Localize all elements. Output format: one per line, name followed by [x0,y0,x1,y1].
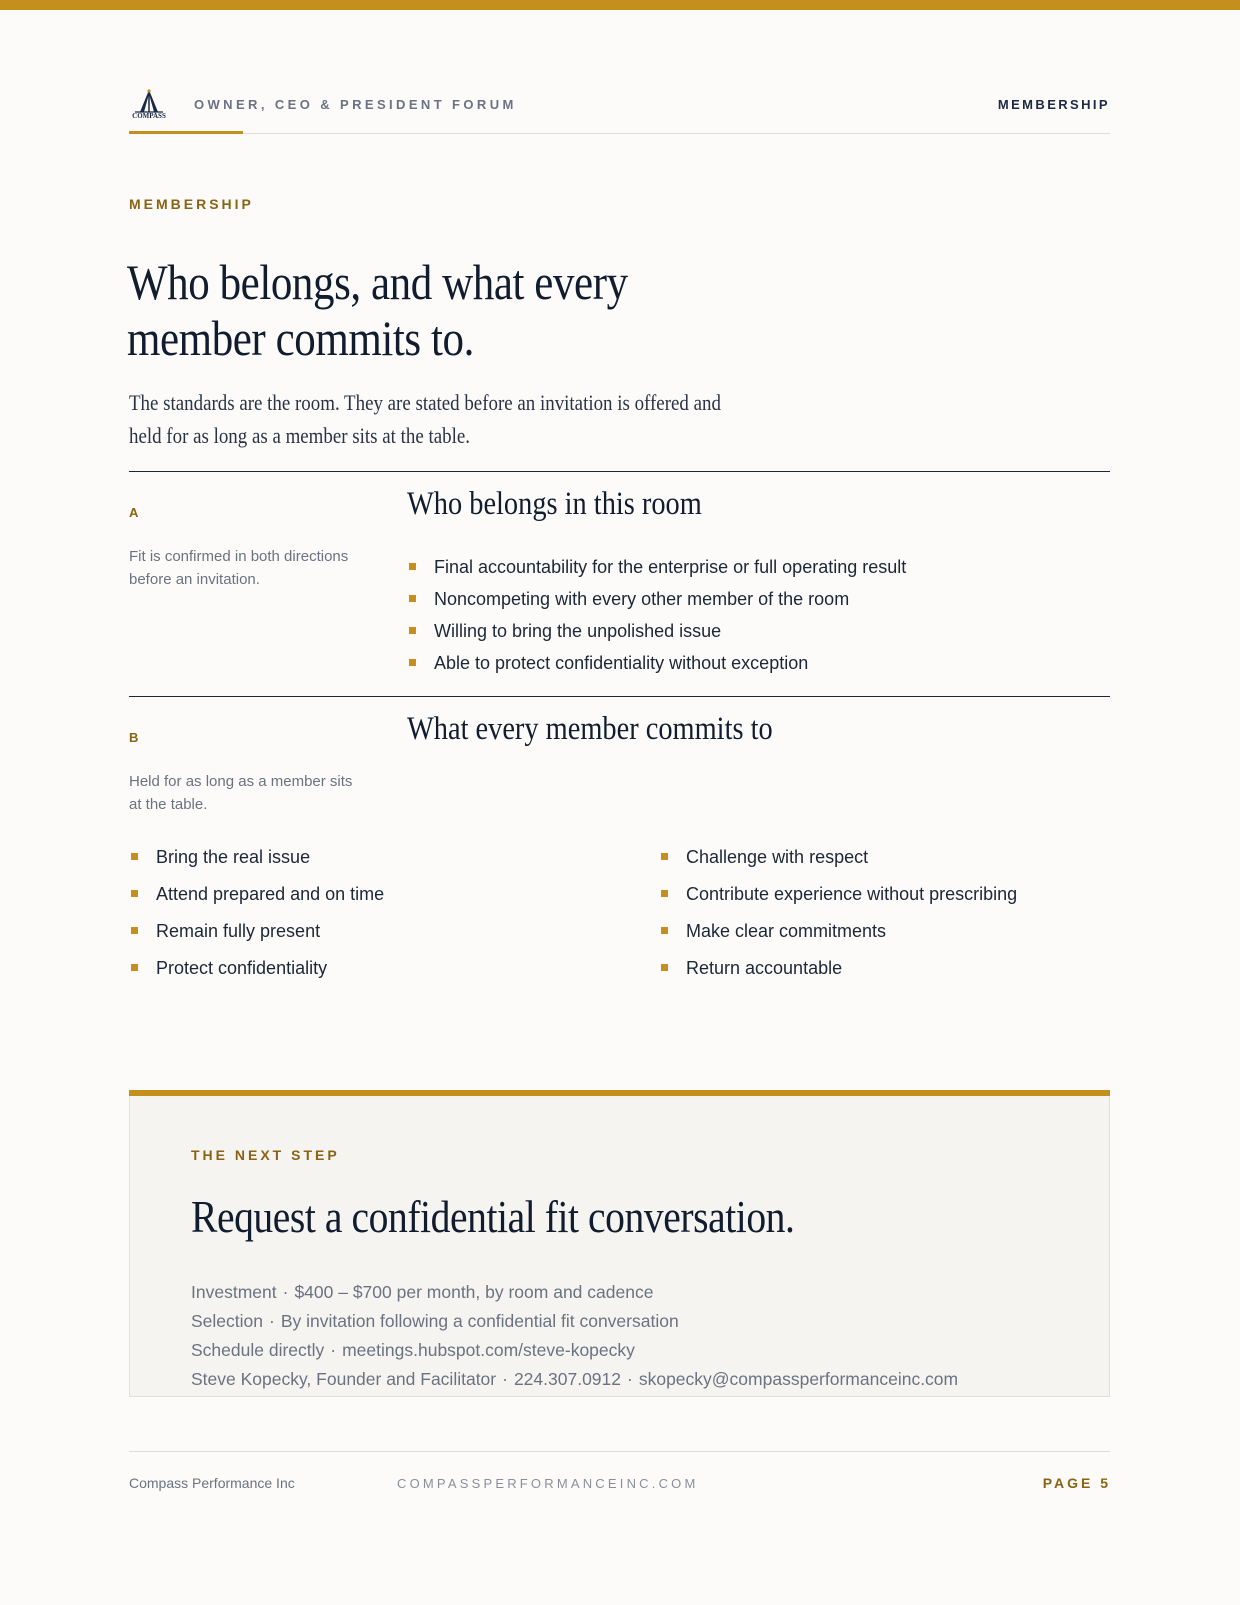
page-title [127,254,729,366]
lede-line-2: held for as long as a member sits at the table. [129,423,470,448]
phone-link[interactable]: 224.307.0912 [513,1369,622,1389]
list-item: Bring the real issue [129,845,384,882]
bullet-square-icon [661,927,668,934]
bullet-square-icon [661,853,668,860]
cta-accent-bar [129,1090,1110,1096]
section-b-letter: B [129,730,139,745]
page-header [129,88,1110,134]
footer-url[interactable]: COMPASSPERFORMANCEINC.COM [397,1476,699,1491]
compass-logo [129,88,169,124]
list-item: Remain fully present [129,919,384,956]
email-link[interactable]: skopecky@compassperformanceinc.com [638,1369,959,1389]
header-rule [129,133,1110,134]
bullet-square-icon [131,927,138,934]
section-a-rule [129,471,1110,472]
title-line-2: member commits to. [127,310,474,366]
header-accent-underline [129,131,243,134]
section-a-list [407,555,906,683]
page-number: PAGE 5 [1042,1475,1111,1491]
bullet-square-icon [131,964,138,971]
bullet-square-icon [131,890,138,897]
title-line-1: Who belongs, and what every [127,254,628,310]
list-item: Noncompeting with every other member of the room [407,587,906,619]
list-item: Willing to bring the unpolished issue [407,619,906,651]
list-item: Able to protect confidentiality without exception [407,651,906,683]
bullet-square-icon [661,964,668,971]
list-item: Protect confidentiality [129,956,384,993]
section-b-list-left [129,845,384,993]
section-b-note: Held for as long as a member sits at the table. [129,773,353,813]
schedule-line: Schedule directly · meetings.hubspot.com/steve-kopecky [191,1340,635,1360]
bullet-square-icon [409,659,416,666]
bullet-square-icon [131,853,138,860]
contact-line: Steve Kopecky, Founder and Facilitator · 224.307.0912 · skopecky@compassperformanceinc.com [191,1369,959,1389]
page-eyebrow: MEMBERSHIP [129,196,254,212]
section-a-title: Who belongs in this room [407,486,702,522]
list-item: Contribute experience without prescribing [659,882,1017,919]
cta-title: Request a confidential fit conversation. [191,1191,795,1242]
selection-line: Selection · By invitation following a confidential fit conversation [191,1311,679,1331]
section-a-letter: A [129,505,139,520]
section-a-note: Fit is confirmed in both directions before an invitation. [129,548,349,588]
footer-company: Compass Performance Inc [129,1475,295,1491]
section-b-list-right [659,845,1017,993]
list-item: Final accountability for the enterprise or full operating result [407,555,906,587]
schedule-link[interactable]: meetings.hubspot.com/steve-kopecky [342,1340,635,1360]
cta-eyebrow: THE NEXT STEP [191,1147,340,1163]
section-b-rule [129,696,1110,697]
list-item: Make clear commitments [659,919,1017,956]
cta-details [191,1278,958,1394]
bullet-square-icon [409,627,416,634]
bullet-square-icon [661,890,668,897]
investment-line: Investment · $400 – $700 per month, by room and cadence [191,1282,654,1302]
lede-line-1: The standards are the room. They are stated before an invitation is offered and [129,390,721,415]
next-step-panel [129,1090,1110,1397]
top-accent-bar [0,0,1240,10]
footer-rule [129,1451,1110,1452]
list-item: Challenge with respect [659,845,1017,882]
bullet-square-icon [409,595,416,602]
bullet-square-icon [409,563,416,570]
forum-name: OWNER, CEO & PRESIDENT FORUM [194,97,517,112]
list-item: Return accountable [659,956,1017,993]
section-b-title: What every member commits to [407,711,773,747]
list-item: Attend prepared and on time [129,882,384,919]
header-section-label: MEMBERSHIP [997,97,1110,112]
page-lede [129,386,757,452]
logo-wordmark: COMPASS [132,112,166,120]
